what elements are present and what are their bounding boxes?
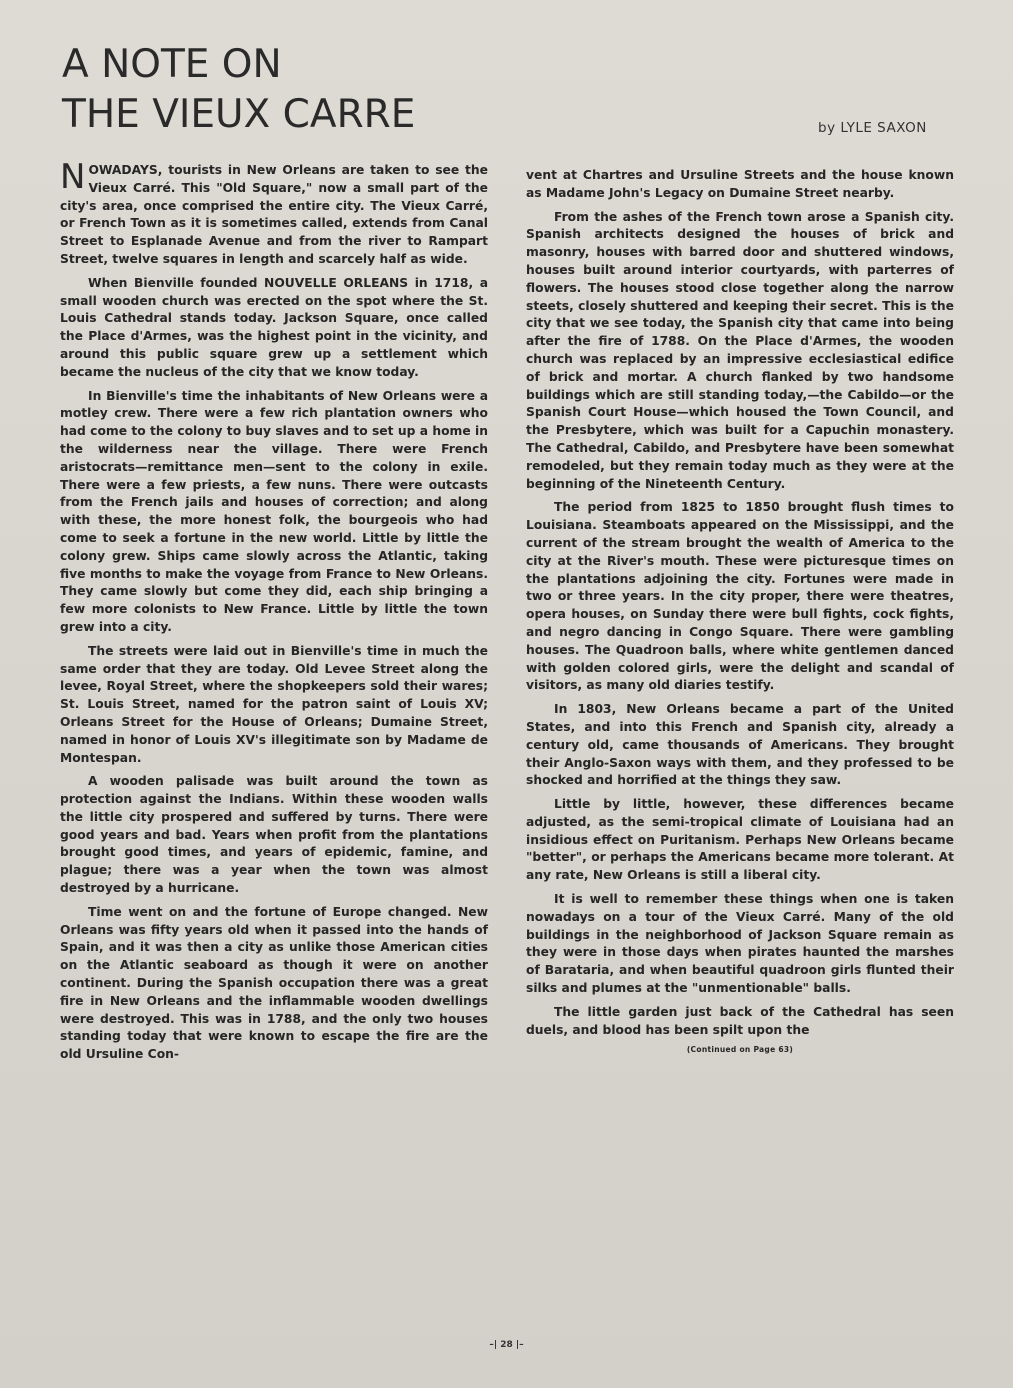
paragraph-2: When Bienville founded NOUVELLE ORLEANS in 1718, a small wooden church was erected on the spot where the St. Louis Cathedral stands today. Jackson Square, once called the Place d'Armes, was the highest point in the vicinity, and around this public square grew up a settlement which became the nucleus of the city that we know today. [60, 275, 488, 379]
paragraph-3: In Bienville's time the inhabitants of New Orleans were a motley crew. There were a few rich plantation owners who had come to the colony to buy slaves and to set up a home in the wilderness near the village. There were French aristocrats—remittance men—sent to the colony in exile. There were a few priests, a few nuns. There were outcasts from the French jails and houses of correction; and along with these, the more honest folk, the bourgeois who had come to seek a fortune in the new world. Little by little the colony grew. Ships came slowly across the Atlantic, taking five months to make the voyage from France to New Orleans. They came slowly but come they did, each ship bringing a few more colonists to New France. Little by little the town grew into a city. [60, 388, 488, 634]
paragraph-9: The period from 1825 to 1850 brought flush times to Louisiana. Steamboats appeared on the Mississippi, and the current of the stream brought the wealth of America to the city at the River's mouth. These were picturesque times on the plantations adjoining the city. Fortunes were made in two or three years. In the city proper, there were theatres, opera houses, on Sunday there were bull fights, cock fights, and negro dancing in Congo Square. There were gambling houses. The Quadroon balls, where white gentlemen danced with golden colored girls, were the delight and scandal of visitors, as many old diaries testify. [526, 500, 954, 693]
title-line-1: A NOTE ON [62, 42, 282, 87]
right-column [526, 167, 954, 1061]
paragraph-11: Little by little, however, these differences became adjusted, as the semi-tropical climate of Louisiana had an insidious effect on Puritanism. Perhaps New Orleans became "better", or perhaps the Americans became more tolerant. At any rate, New Orleans is still a liberal city. [526, 797, 954, 883]
paragraph-12: It is well to remember these things when one is taken nowadays on a tour of the Vieux Carré. Many of the old buildings in the neighborhood of Jackson Square remain as they were in those days when pirates haunted the marshes of Barataria, and when beautiful quadroon girls flunted their silks and plumes at the "unmentionable" balls. [526, 892, 954, 996]
paragraph-1 [60, 157, 488, 269]
paragraph-7: vent at Chartres and Ursuline Streets and the house known as Madame John's Legacy on Dumaine Street nearby. [526, 168, 954, 200]
byline: by LYLE SAXON [818, 120, 927, 136]
continued-note: (Continued on Page 63) [686, 1045, 794, 1055]
paragraph-5: A wooden palisade was built around the town as protection against the Indians. Within these wooden walls the little city prospered and suffered by turns. There were good years and bad. Years when profit from the plantations brought good times, and years of epidemic, famine, and plague; there was a year when the town was almost destroyed by a hurricane. [60, 774, 488, 896]
paragraph-13: The little garden just back of the Cathedral has seen duels, and blood has been spilt upon the [526, 1004, 954, 1037]
paragraph-4: The streets were laid out in Bienville's time in much the same order that they are today. Old Levee Street along the levee, Royal Street, where the shopkeepers sold their wares; St. Louis Street, named for the patron saint of Louis XV; Orleans Street for the House of Orleans; Dumaine Street, named in honor of Louis XV's illegitimate son by Madame de Montespan. [60, 643, 488, 765]
page-number: –| 28 |– [489, 1340, 524, 1350]
article-title [62, 40, 415, 140]
paragraph-10: In 1803, New Orleans became a part of the United States, and into this French and Spanish city, already a century old, came thousands of Americans. They brought their Anglo-Saxon ways with them, and they professed to be shocked and horrified at the things they saw. [526, 702, 954, 788]
paragraph-6: Time went on and the fortune of Europe changed. New Orleans was fifty years old when it passed into the hands of Spain, and it was then a city as unlike those American cities on the Atlantic seaboard as though it were on another continent. During the Spanish occupation there was a great fire in New Orleans and the inflammable wooden dwellings were destroyed. This was in 1788, and the only two houses standing today that were known to escape the fire are the old Ursuline Con- [60, 904, 488, 1062]
drop-cap: N [60, 157, 86, 197]
paragraph-8: From the ashes of the French town arose a Spanish city. Spanish architects designed the houses of brick and masonry, houses with barred door and shuttered windows, houses built around interior courtyards, with parterres of flowers. The houses stood close together along the narrow steets, closely shuttered and keeping their secret. This is the city that we see today, the Spanish city that came into being after the fire of 1788. On the Place d'Armes, the wooden church was replaced by an impressive ecclesiastical edifice of brick and mortar. A church flanked by two handsome buildings which are still standing today,—the Cabildo—or the Spanish Court House—which housed the Town Council, and the Presbytere, which was built for a Capuchin monastery. The Cathedral, Cabildo, and Presbytere have been somewhat remodeled, but they remain today much as they were at the beginning of the Nineteenth Century. [526, 209, 954, 491]
title-line-2: THE VIEUX CARRE [62, 92, 416, 137]
left-column [60, 157, 488, 1070]
paragraph-1-text: OWADAYS, tourists in New Orleans are taken to see the Vieux Carré. This "Old Square," now a small part of the city's area, once comprised the entire city. The Vieux Carré, or French Town as it is sometimes called, extends from Canal Street to Esplanade Avenue and from the river to Rampart Street, twelve squares in length and scarcely half as wide. [60, 163, 488, 266]
